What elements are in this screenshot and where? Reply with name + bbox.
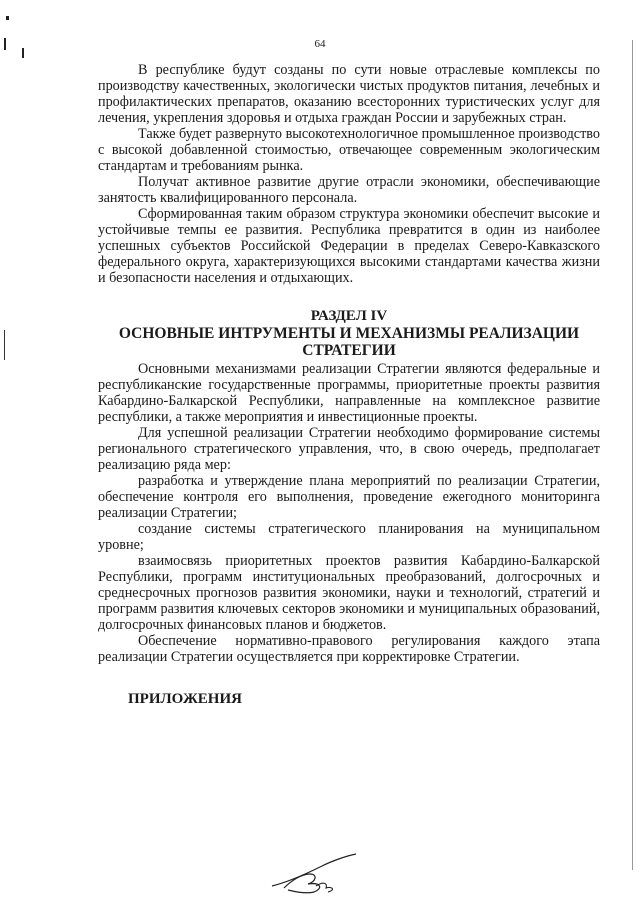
paragraph: Обеспечение нормативно-правового регулирования каждого этапа реализации Стратегии осуществляется при корректировке Стратегии.: [98, 633, 600, 665]
scan-edge-line: [4, 330, 5, 360]
appendix-heading: ПРИЛОЖЕНИЯ: [128, 691, 242, 707]
paragraph: Для успешной реализации Стратегии необходимо формирование системы регионального стратегического управления, что, в свою очередь, предполагает реализацию ряда мер:: [98, 425, 600, 473]
section-title: ОСНОВНЫЕ ИНТРУМЕНТЫ И МЕХАНИЗМЫ РЕАЛИЗАЦИИ СТРАТЕГИИ: [118, 325, 580, 359]
document-body: [98, 62, 600, 708]
list-item: взаимосвязь приоритетных проектов развития Кабардино-Балкарской Республики, программ институциональных преобразований, долгосрочных и среднесрочных прогнозов развития экономики, науки и технологий, стратегий и программ развития ключевых секторов экономики и муниципальных образований, долгосрочных финансовых планов и бюджетов.: [98, 553, 600, 633]
scan-artifact-dot: [6, 16, 9, 20]
handwritten-signature: [266, 852, 362, 896]
paragraph: Сформированная таким образом структура экономики обеспечит высокие и устойчивые темпы ее развития. Республика превратится в один из наиболее успешных субъектов Российской Федерации в пределах Северо-Кавказского федерального округа, характеризующихся высокими стандартами качества жизни и безопасности населения и отдыхающих.: [98, 206, 600, 286]
paragraph: Получат активное развитие другие отрасли экономики, обеспечивающие занятость квалифицированного персонала.: [98, 174, 600, 206]
paragraph: В республике будут созданы по сути новые отраслевые комплексы по производству качественных, экологически чистых продуктов питания, лечебных и профилактических препаратов, оказанию всесторонних туристических услуг для лечения, укрепления здоровья и отдыха граждан России и зарубежных стран.: [98, 62, 600, 126]
paragraph: Также будет развернуто высокотехнологичное промышленное производство с высокой добавленной стоимостью, отвечающее современным экологическим стандартам и требованиям рынка.: [98, 126, 600, 174]
scan-edge-line: [632, 40, 633, 870]
section-label: РАЗДЕЛ IV: [310, 308, 388, 324]
page-number: 64: [314, 38, 326, 50]
paragraph: Основными механизмами реализации Стратегии являются федеральные и республиканские государственные программы, приоритетные проекты развития Кабардино-Балкарской Республики, направленные на комплексное развитие республики, а также мероприятия и инвестиционные проекты.: [98, 361, 600, 425]
list-item: разработка и утверждение плана мероприятий по реализации Стратегии, обеспечение контроля его выполнения, проведение ежегодного мониторинга реализации Стратегии;: [98, 473, 600, 521]
list-item: создание системы стратегического планирования на муниципальном уровне;: [98, 521, 600, 553]
